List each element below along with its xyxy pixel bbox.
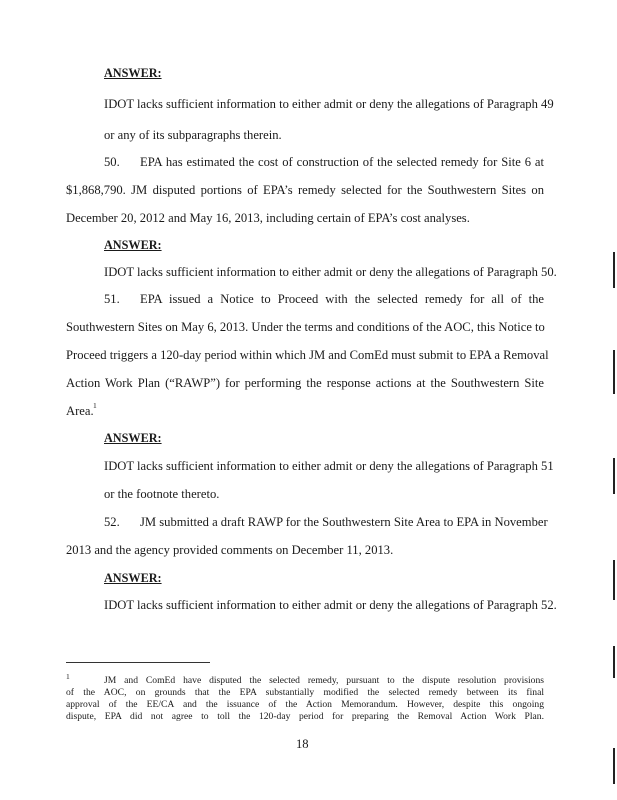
answer-text: IDOT lacks sufficient information to either admit or deny the allegations of Paragraph 50. — [104, 265, 557, 279]
paragraph-text: 2013 and the agency provided comments on December 11, 2013. — [66, 543, 394, 557]
paragraph-text: Southwestern Sites on May 6, 2013. Under the terms and conditions of the AOC, this Notice to — [66, 320, 545, 334]
footnote-text: dispute, EPA did not agree to toll the 120-day period for preparing the Removal Action Work Plan. — [66, 711, 544, 722]
paragraph-text: Action Work Plan (“RAWP”) for performing the response actions at the Southwestern Site — [66, 376, 544, 390]
footnote-text: JM and ComEd have disputed the selected remedy, pursuant to the dispute resolution provisions — [104, 675, 544, 686]
footnote-mark: 1 — [66, 672, 70, 681]
paragraph-text: EPA has estimated the cost of construction of the selected remedy for Site 6 at — [140, 155, 544, 169]
footnote-text: approval of the EE/CA and the issuance of the Action Memorandum. However, despite this ongoing — [66, 699, 544, 710]
footnote-text: of the AOC, on grounds that the EPA substantially modified the selected remedy between its final — [66, 687, 544, 698]
page-number: 18 — [296, 737, 309, 751]
margin-mark — [613, 646, 615, 678]
paragraph-text: Area. — [66, 404, 94, 418]
answer-text: IDOT lacks sufficient information to either admit or deny the allegations of Paragraph 49 — [104, 97, 554, 111]
margin-mark — [613, 252, 615, 288]
margin-mark — [613, 560, 615, 600]
footnote-reference: 1 — [93, 401, 97, 410]
margin-mark — [613, 748, 615, 784]
answer-heading: ANSWER: — [104, 66, 162, 80]
margin-mark — [613, 350, 615, 394]
margin-mark — [613, 458, 615, 494]
paragraph-number: 52. — [104, 515, 120, 529]
answer-text: IDOT lacks sufficient information to either admit or deny the allegations of Paragraph 51 — [104, 459, 554, 473]
paragraph-text: EPA issued a Notice to Proceed with the selected remedy for all of the — [140, 292, 544, 306]
paragraph-text: Proceed triggers a 120-day period within which JM and ComEd must submit to EPA a Removal — [66, 348, 549, 362]
paragraph-number: 50. — [104, 155, 120, 169]
footnote-separator — [66, 662, 210, 663]
answer-heading: ANSWER: — [104, 431, 162, 445]
paragraph-text: JM submitted a draft RAWP for the Southwestern Site Area to EPA in November — [140, 515, 548, 529]
paragraph-text: December 20, 2012 and May 16, 2013, including certain of EPA’s cost analyses. — [66, 211, 470, 225]
paragraph-number: 51. — [104, 292, 120, 306]
answer-heading: ANSWER: — [104, 571, 162, 585]
answer-heading: ANSWER: — [104, 238, 162, 252]
paragraph-text: $1,868,790. JM disputed portions of EPA’s remedy selected for the Southwestern Sites on — [66, 183, 544, 197]
answer-text: or the footnote thereto. — [104, 487, 220, 501]
answer-text: or any of its subparagraphs therein. — [104, 128, 282, 142]
answer-text: IDOT lacks sufficient information to either admit or deny the allegations of Paragraph 52. — [104, 598, 557, 612]
